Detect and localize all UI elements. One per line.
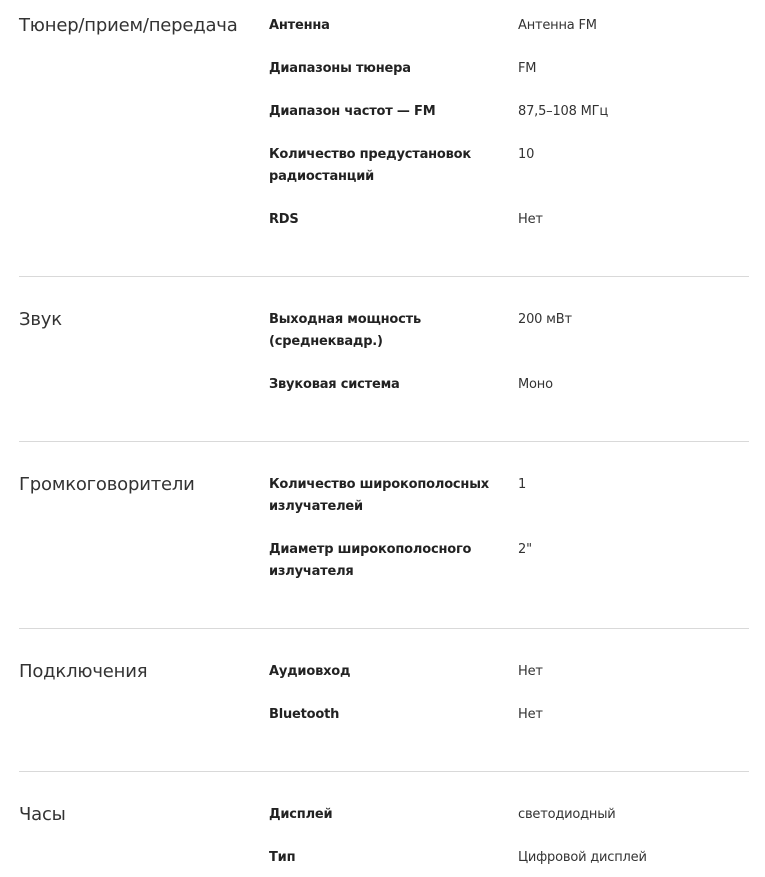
spec-label: RDS xyxy=(269,212,299,227)
spec-value: Нет xyxy=(518,707,543,722)
spec-value: 2" xyxy=(518,542,532,557)
spec-label: Диапазоны тюнера xyxy=(269,61,411,76)
spec-value: светодиодный xyxy=(518,807,616,822)
spec-value: Нет xyxy=(518,212,543,227)
spec-label: Антенна xyxy=(269,18,330,33)
section-divider xyxy=(19,771,749,772)
spec-label: Диапазон частот — FM xyxy=(269,104,436,119)
spec-value: Нет xyxy=(518,664,543,679)
spec-label: Bluetooth xyxy=(269,707,340,722)
spec-value: 200 мВт xyxy=(518,312,572,327)
section-title: Тюнер/прием/передача xyxy=(19,15,238,36)
section-title: Звук xyxy=(19,309,62,330)
spec-label: Звуковая система xyxy=(269,377,400,392)
spec-value: 10 xyxy=(518,147,535,162)
spec-value: 87,5–108 МГц xyxy=(518,104,608,119)
spec-value: FM xyxy=(518,61,537,76)
spec-label: Количество широкополосных излучателей xyxy=(269,477,489,514)
spec-label: Диаметр широкополосного излучателя xyxy=(269,542,472,579)
section-title: Подключения xyxy=(19,661,148,682)
spec-label: Дисплей xyxy=(269,807,333,822)
section-divider xyxy=(19,441,749,442)
section-title: Громкоговорители xyxy=(19,474,195,495)
spec-value: Цифровой дисплей xyxy=(518,850,647,865)
section-divider xyxy=(19,276,749,277)
section-title: Часы xyxy=(19,804,66,825)
spec-label: Тип xyxy=(269,850,296,865)
spec-value: Моно xyxy=(518,377,553,392)
spec-value: 1 xyxy=(518,477,527,492)
spec-label: Выходная мощность (среднеквадр.) xyxy=(269,312,422,349)
section-divider xyxy=(19,628,749,629)
spec-value: Антенна FM xyxy=(518,18,597,33)
spec-label: Аудиовход xyxy=(269,664,351,679)
spec-label: Количество предустановок радиостанций xyxy=(269,147,472,184)
